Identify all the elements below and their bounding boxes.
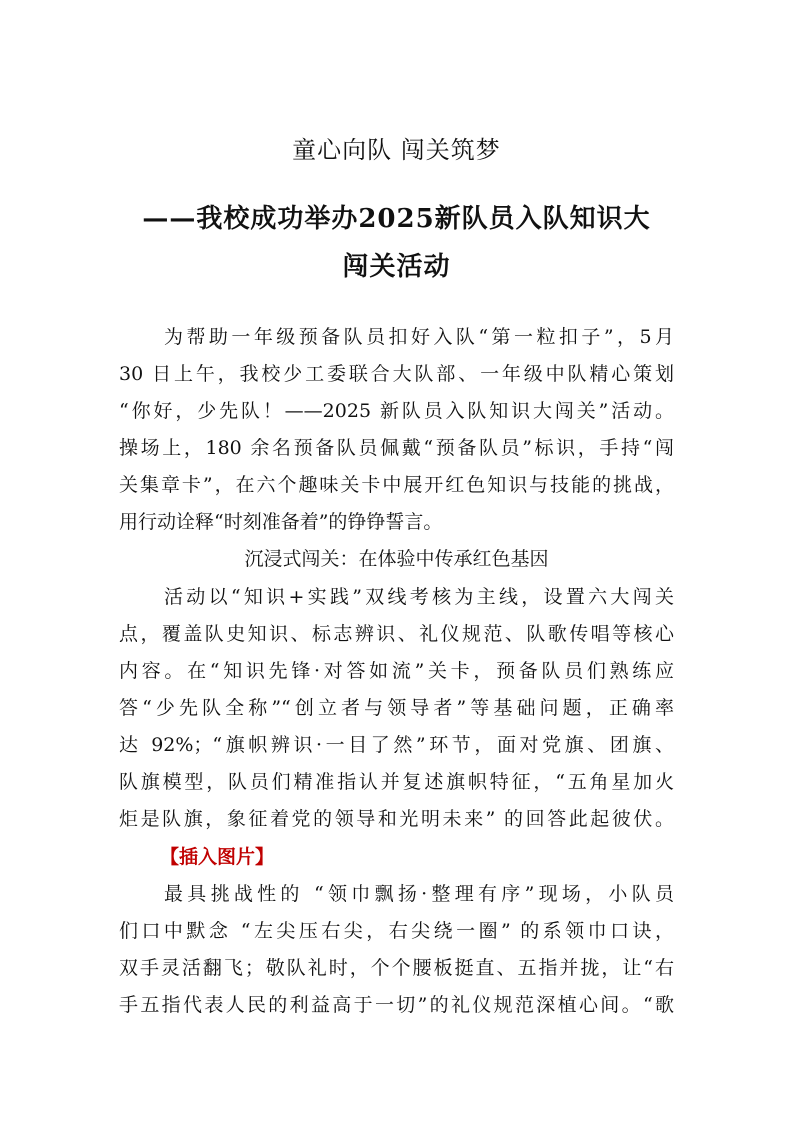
paragraph-line: 们口中默念 “左尖压右尖，右尖绕一圈” 的系领巾口诀，	[119, 920, 674, 942]
paragraph-line: 炬是队旗，象征着党的领导和光明未来” 的回答此起彼伏。	[119, 808, 674, 830]
paragraph-line: 为帮助一年级预备队员扣好入队“第一粒扣子”，5月	[164, 326, 674, 348]
paragraph-line: 用行动诠释“时刻准备着”的铮铮誓言。	[119, 511, 443, 533]
section-heading: 沉浸式闯关：在体验中传承红色基因	[244, 548, 549, 570]
paragraph-line: 活动以“知识+实践”双线考核为主线，设置六大闯关	[164, 586, 674, 608]
paragraph-line: 关集章卡”，在六个趣味关卡中展开红色知识与技能的挑战，	[119, 474, 674, 496]
paragraph-line: 最具挑战性的 “领巾飘扬·整理有序”现场，小队员	[164, 883, 674, 905]
paragraph-line: 内容。在“知识先锋·对答如流”关卡，预备队员们熟练应	[119, 660, 674, 682]
paragraph-line: 点，覆盖队史知识、标志辨识、礼仪规范、队歌传唱等核心	[119, 623, 674, 645]
paragraph-line: “你好，少先队！——2025 新队员入队知识大闯关”活动。	[119, 400, 674, 422]
document-subtitle-line-1: ——我校成功举办2025新队员入队知识大	[142, 204, 651, 234]
paragraph-line: 答“少先队全称”“创立者与领导者”等基础问题，正确率	[119, 697, 674, 719]
paragraph-line: 双手灵活翻飞；敬队礼时，个个腰板挺直、五指并拢，让“右	[119, 957, 674, 979]
paragraph-line: 队旗模型，队员们精准指认并复述旗帜特征，“五角星加火	[119, 771, 674, 793]
document-subtitle-line-2: 闯关活动	[342, 252, 451, 282]
paragraph-line: 手五指代表人民的利益高于一切”的礼仪规范深植心间。“歌	[119, 994, 674, 1016]
insert-image-placeholder: 【插入图片】	[160, 846, 275, 868]
paragraph-line: 达 92%；“旗帜辨识·一目了然”环节，面对党旗、团旗、	[119, 734, 674, 756]
document-title: 童心向队 闯关筑梦	[292, 136, 501, 164]
paragraph-line: 30 日上午，我校少工委联合大队部、一年级中队精心策划	[119, 363, 674, 385]
paragraph-line: 操场上，180 余名预备队员佩戴“预备队员”标识，手持“闯	[119, 437, 674, 459]
